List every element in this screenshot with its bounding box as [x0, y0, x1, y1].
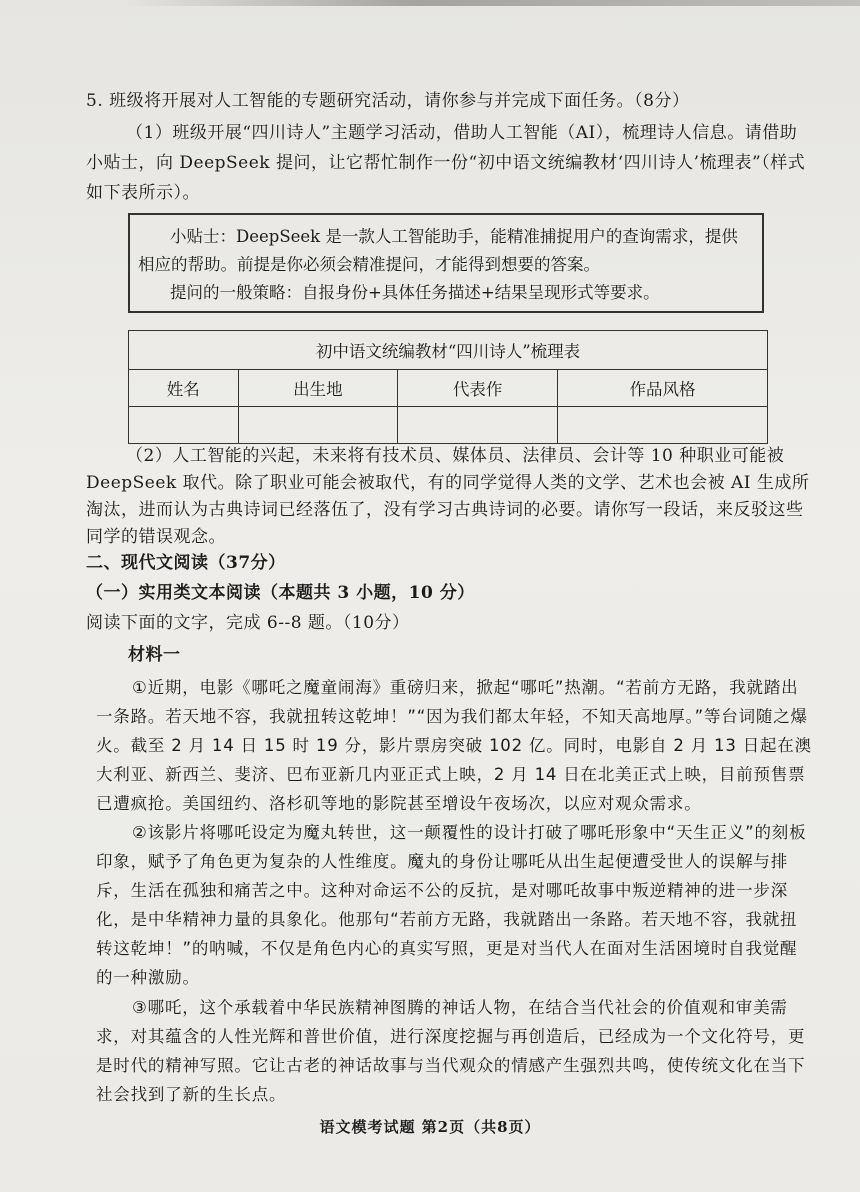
- tip-text: 小贴士：DeepSeek 是一款人工智能助手，能精准捕捉用户的查询需求，提供相应的帮助。前提是你必须会精准提问，才能得到想要的答案。: [138, 227, 738, 274]
- material-label: 材料一: [128, 645, 181, 665]
- table-cell-empty: [129, 407, 239, 444]
- page-edge-shadow: [120, 0, 860, 6]
- question-5-part-2: （2）人工智能的兴起，未来将有技术员、媒体员、法律员、会计等 10 种职业可能被 DeepSeek 取代。除了职业可能会被取代，有的同学觉得人类的文学、艺术也会被 AI 生成所淘汰，进而认为古典诗词已经落伍了，没有学习古典诗词的必要。请你写一段话，来反驳这些同学的错误观念。: [86, 446, 810, 547]
- table-cell-empty: [398, 407, 558, 444]
- table-header-style: 作品风格: [558, 370, 768, 407]
- tip-box: [128, 213, 764, 313]
- table-cell-empty: [238, 407, 398, 444]
- table-caption: 初中语文统编教材“四川诗人”梳理表: [129, 331, 768, 370]
- question-5-part-1: （1）班级开展“四川诗人”主题学习活动，借助人工智能（AI），梳理诗人信息。请借助小贴士，向 DeepSeek 提问，让它帮忙制作一份“初中语文统编教材‘四川诗人’梳理表”（样式如下表所示）。: [86, 123, 806, 203]
- material-paragraph-3: ③哪吒，这个承载着中华民族精神图腾的神话人物，在结合当代社会的价值观和审美需求，对其蕴含的人性光辉和普世价值，进行深度挖掘与再创造后，已经成为一个文化符号，更是时代的精神写照。它让古老的神话故事与当代观众的情感产生强烈共鸣，使传统文化在当下社会找到了新的生长点。: [96, 998, 806, 1104]
- material-paragraph-2: ②该影片将哪吒设定为魔丸转世，这一颠覆性的设计打破了哪吒形象中“天生正义”的刻板印象，赋予了角色更为复杂的人性维度。魔丸的身份让哪吒从出生起便遭受世人的误解与排斥，生活在孤独和痛苦之中。这种对命运不公的反抗，是对哪吒故事中叛逆精神的进一步深化，是中华精神力量的具象化。他那句“若前方无路，我就踏出一条路。若天地不容，我就扭转这乾坤！”的呐喊，不仅是角色内心的真实写照，更是对当代人在面对生活困境时自我觉醒的一种激励。: [96, 823, 807, 987]
- table-header-works: 代表作: [398, 370, 558, 407]
- poet-table: [128, 330, 768, 444]
- page-footer: 语文模考试题 第2页（共8页）: [319, 1118, 541, 1136]
- tip-strategy: 提问的一般策略：自报身份+具体任务描述+结果呈现形式等要求。: [170, 283, 660, 302]
- question-5-header: 5. 班级将开展对人工智能的专题研究活动，请你参与并完成下面任务。（8分）: [86, 91, 690, 111]
- table-cell-empty: [558, 407, 768, 444]
- material-paragraph-1: ①近期，电影《哪吒之魔童闹海》重磅归来，掀起“哪吒”热潮。“若前方无路，我就踏出一条路。若天地不容，我就扭转这乾坤！”“因为我们都太年轻，不知天高地厚。”等台词随之爆火。截至 2 月 14 日 15 时 19 分，影片票房突破 102 亿。同时，电影自 2 月 13 日起在澳大利亚、新西兰、斐济、巴布亚新几内亚正式上映，2 月 14 日在北美正式上映，目前预售票已遭疯抢。美国纽约、洛杉矶等地的影院甚至增设午夜场次，以应对观众需求。: [96, 678, 812, 813]
- table-header-birthplace: 出生地: [238, 370, 398, 407]
- reading-intro: 阅读下面的文字，完成 6--8 题。（10分）: [86, 613, 410, 633]
- table-header-name: 姓名: [129, 370, 239, 407]
- section-title: 二、现代文阅读（37分）: [86, 553, 286, 573]
- subsection-title: （一）实用类文本阅读（本题共 3 小题，10 分）: [86, 583, 475, 603]
